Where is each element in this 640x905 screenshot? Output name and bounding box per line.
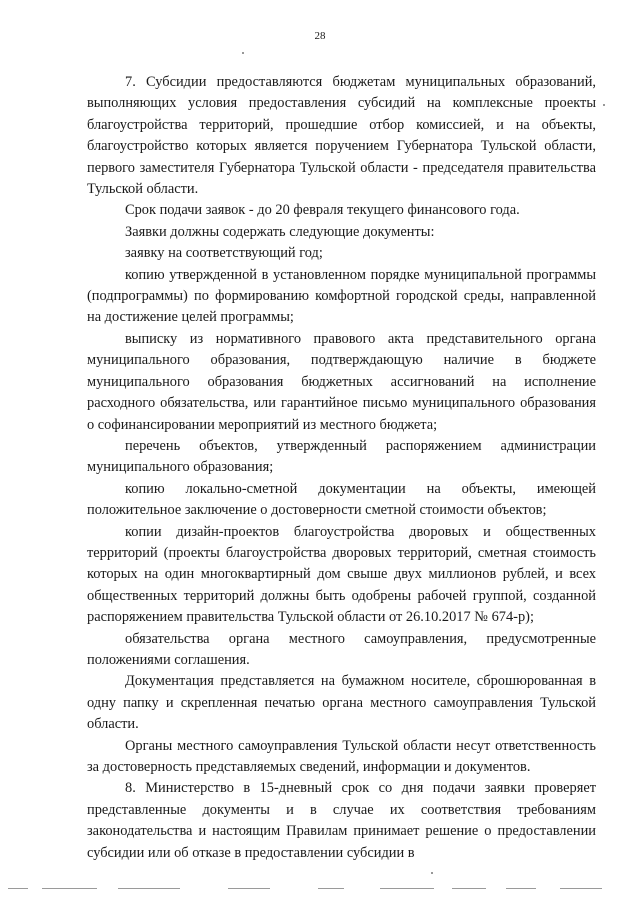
page-number: 28 <box>314 30 326 42</box>
scan-artifact-dot <box>431 872 433 874</box>
scan-artifact-strip <box>0 888 640 894</box>
paragraph-object-list: перечень объектов, утвержденный распоряжением администрации муниципального образования; <box>87 437 596 476</box>
paragraph-responsibility: Органы местного самоуправления Тульской области несут ответственность за достоверность представляемых сведений, информации и документов. <box>87 737 596 775</box>
paragraph-application: заявку на соответствующий год; <box>125 245 323 262</box>
paragraph-item-8: 8. Министерство в 15-дневный срок со дня подачи заявки проверяет представленные документы и в случае их соответствия требованиям законодательства и настоящим Правилам принимает решение о предоставлении субсидии или об отказе в предоставлении субсидии в <box>87 780 596 861</box>
document-body <box>87 72 596 864</box>
paragraph-estimate-docs: копию локально-сметной документации на объекты, имеющей положительное заключение о достоверности сметной стоимости объектов; <box>87 480 596 519</box>
paragraph-program-copy: копию утвержденной в установленном порядке муниципальной программы (подпрограммы) по формированию комфортной городской среды, направленной на достижение целей программы; <box>87 266 596 326</box>
paragraph-design-projects: копии дизайн-проектов благоустройства дворовых и общественных территорий (проекты благоустройства дворовых территорий, сметная стоимость которых на один многоквартирный дом свыше двух миллионов рублей, и всех общественных территорий должны быть одобрены рабочей группой, созданной распоряжением правительства Тульской области от 26.10.2017 № 674-р); <box>87 523 596 626</box>
paragraph-obligations: обязательства органа местного самоуправления, предусмотренные положениями соглашения. <box>87 630 596 668</box>
scan-artifact-dot <box>242 52 244 54</box>
paragraph-legal-extract: выписку из нормативного правового акта представительного органа муниципального образования, подтверждающую наличие в бюджете муниципального образования бюджетных ассигнований на исполнение расходного обязательства, или гарантийное письмо муниципального образования о софинансировании мероприятий из местного бюджета; <box>87 330 596 433</box>
paragraph-deadline: Срок подачи заявок - до 20 февраля текущего финансового года. <box>125 202 520 219</box>
paragraph-item-7: 7. Субсидии предоставляются бюджетам муниципальных образований, выполняющих условия предоставления субсидий на комплексные проекты благоустройства территорий, прошедшие отбор комиссией, и на объекты, благоустройство которых является поручением Губернатора Тульской области, первого заместителя Губернатора Тульской области - председателя правительства Тульской области. <box>87 74 596 198</box>
paragraph-required-docs: Заявки должны содержать следующие документы: <box>125 223 435 240</box>
scan-artifact-dot <box>603 104 605 106</box>
paragraph-documentation-format: Документация представляется на бумажном носителе, сброшюрованная в одну папку и скрепленная печатью органа местного самоуправления Тульской области. <box>87 673 596 733</box>
